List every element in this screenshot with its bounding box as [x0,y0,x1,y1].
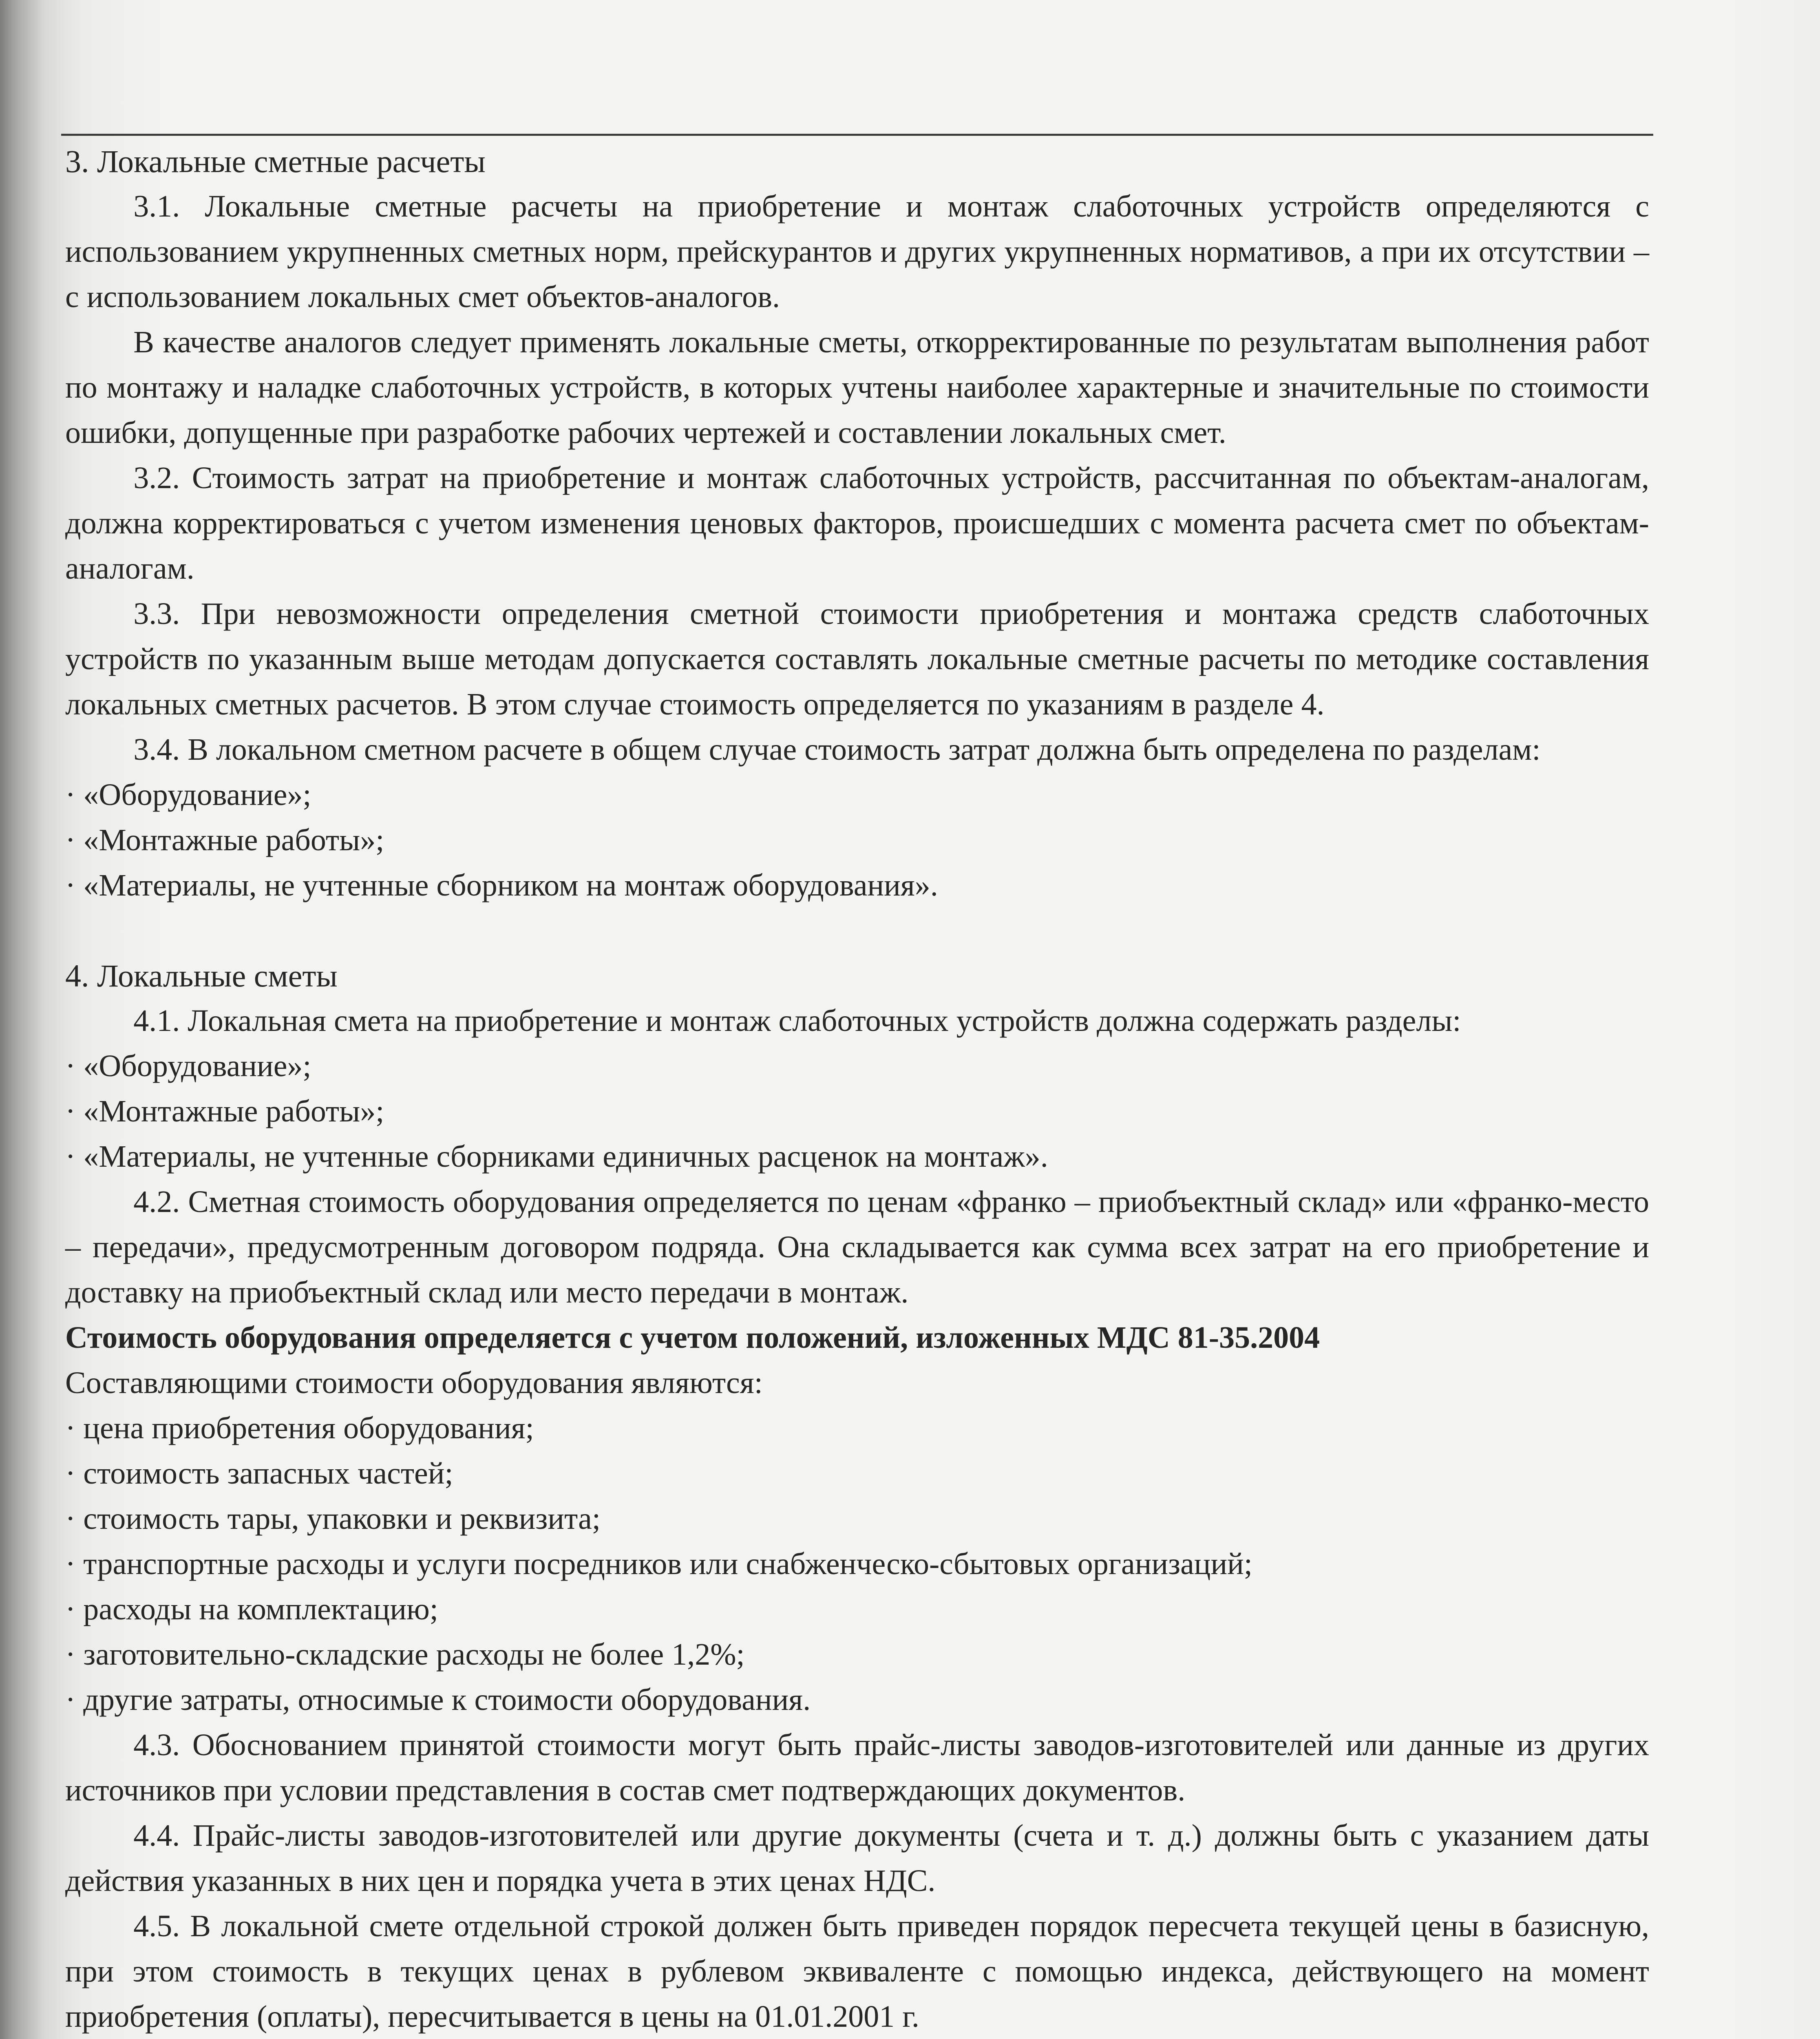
list-item: · цена приобретения оборудования; [65,1411,534,1445]
paragraph-3-4: 3.4. В локальном сметном расчете в общем случае стоимость затрат должна быть определена по разделам: [133,732,1541,767]
paragraph-3-1: 3.1. Локальные сметные расчеты на приобретение и монтаж слаботочных устройств определяются с использованием укрупненных сметных норм, прейскурантов и других укрупненных нормативов, а при их отсутствии – с использованием локальных смет объектов-аналогов. [65,189,1649,314]
section-4-heading: 4. Локальные сметы [65,958,338,993]
list-item: · транспортные расходы и услуги посредников или снабженческо-сбытовых организаций; [65,1547,1252,1581]
section-3-heading: 3. Локальные сметные расчеты [65,144,486,179]
paragraph-3-2: 3.2. Стоимость затрат на приобретение и монтаж слаботочных устройств, рассчитанная по объектам-аналогам, должна корректироваться с учетом изменения ценовых факторов, происшедших с момента расчета смет по объектам-аналогам. [65,461,1649,586]
paragraph-4-2: 4.2. Сметная стоимость оборудования определяется по ценам «франко – приобъектный склад» или «франко-место – передачи», предусмотренным договором подряда. Она складывается как сумма всех затрат на его приобретение и доставку на приобъектный склад или место передачи в монтаж. [65,1185,1649,1309]
paragraph-4-5: 4.5. В локальной смете отдельной строкой должен быть приведен порядок пересчета текущей цены в базисную, при этом стоимость в текущих ценах в рублевом эквиваленте с помощью индекса, действующего на момент приобретения (оплаты), пересчитывается в цены на 01.01.2001 г. [65,1909,1649,2034]
paragraph-4-3: 4.3. Обоснованием принятой стоимости могут быть прайс-листы заводов-изготовителей или данные из других источников при условии представления в состав смет подтверждающих документов. [65,1728,1649,1807]
list-item: · «Материалы, не учтенные сборниками единичных расценок на монтаж». [65,1139,1048,1174]
list-item: · «Материалы, не учтенные сборником на монтаж оборудования». [65,868,938,902]
list-item: · заготовительно-складские расходы не более 1,2%; [65,1637,745,1672]
list-item: · стоимость тары, упаковки и реквизита; [65,1502,601,1536]
list-item: · «Монтажные работы»; [65,1094,384,1128]
page-text [65,139,1649,2039]
paragraph-3-1-analogs: В качестве аналогов следует применять локальные сметы, откорректированные по результатам выполнения работ по монтажу и наладке слаботочных устройств, в которых учтены наиболее характерные и значительные по стоимости ошибки, допущенные при разработке рабочих чертежей и составлении локальных смет. [65,325,1649,450]
paragraph-4-4: 4.4. Прайс-листы заводов-изготовителей или другие документы (счета и т. д.) должны быть с указанием даты действия указанных в них цен и порядка учета в этих ценах НДС. [65,1818,1649,1898]
paragraph-4-1: 4.1. Локальная смета на приобретение и монтаж слаботочных устройств должна содержать разделы: [133,1004,1461,1038]
list-item: · «Оборудование»; [65,1049,311,1083]
bold-statement: Стоимость оборудования определяется с учетом положений, изложенных МДС 81-35.2004 [65,1320,1320,1355]
top-rule [61,134,1653,136]
components-intro: Составляющими стоимости оборудования являются: [65,1366,763,1400]
paragraph-3-3: 3.3. При невозможности определения сметной стоимости приобретения и монтажа средств слаботочных устройств по указанным выше методам допускается составлять локальные сметные расчеты по методике составления локальных сметных расчетов. В этом случае стоимость определяется по указаниям в разделе 4. [65,597,1649,721]
list-item: · «Оборудование»; [65,778,311,812]
list-item: · «Монтажные работы»; [65,823,384,857]
list-item: · расходы на комплектацию; [65,1592,438,1626]
list-item: · другие затраты, относимые к стоимости оборудования. [65,1683,811,1717]
list-item: · стоимость запасных частей; [65,1456,453,1491]
